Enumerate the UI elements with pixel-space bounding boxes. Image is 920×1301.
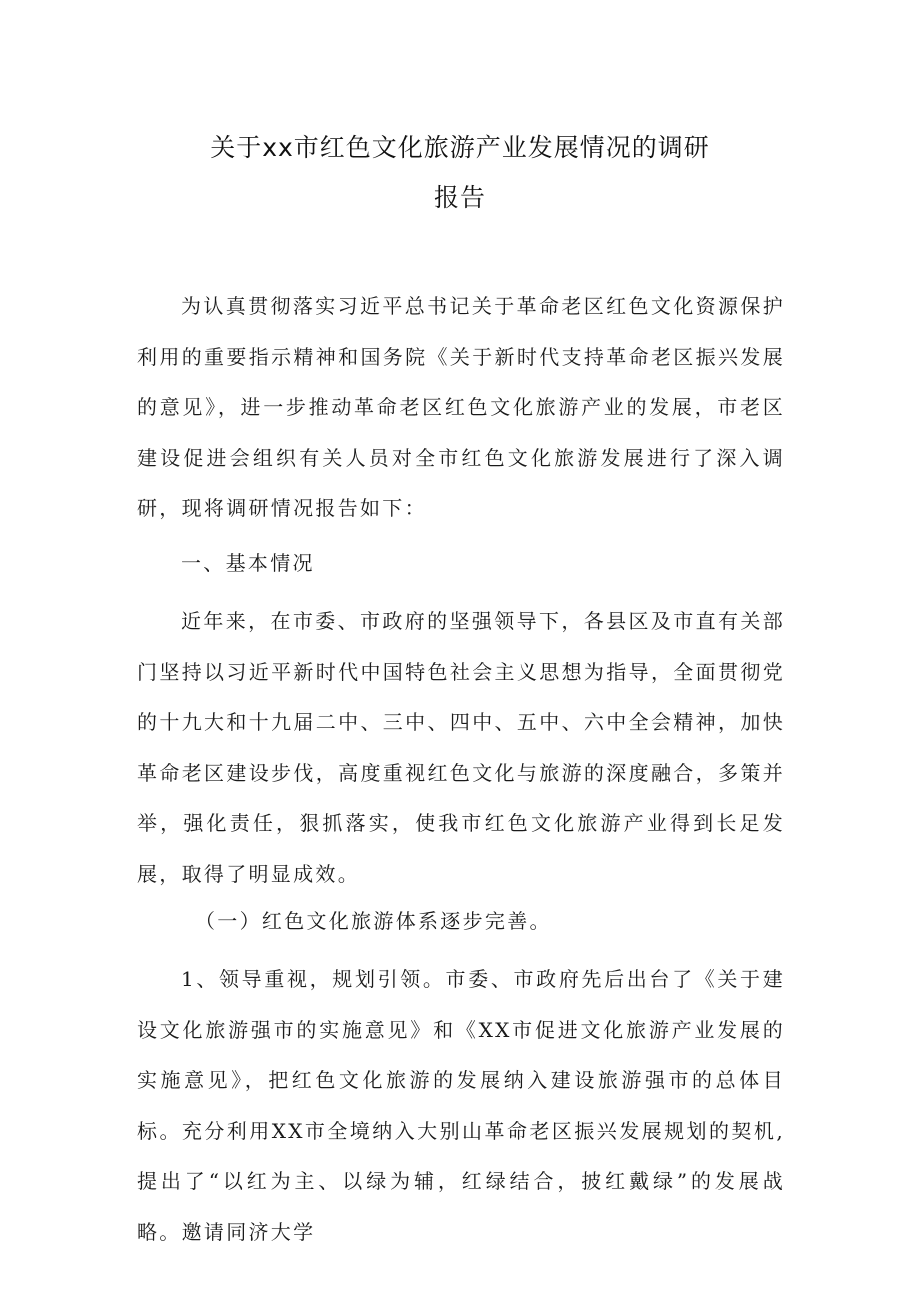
- item-paragraph: 1、领导重视，规划引领。市委、市政府先后出台了《关于建设文化旅游强市的实施意见》和《XX市促进文化旅游产业发展的实施意见》，把红色文化旅游的发展纳入建设旅游强市的总体目标。充分利用XX市全境纳入大别山革命老区振兴发展规划的契机,提出了“以红为主、以绿为辅，红绿结合，披红戴绿”的发展战略。邀请同济大学: [137, 967, 785, 1244]
- section-heading-basic-situation: 一、基本情况: [181, 551, 315, 575]
- document-title-line-1: 关于xx市红色文化旅游产业发展情况的调研: [210, 133, 710, 162]
- document-title-line-2: 报告: [433, 183, 486, 212]
- subsection-heading: （一）红色文化旅游体系逐步完善。: [195, 909, 552, 933]
- intro-paragraph: 为认真贯彻落实习近平总书记关于革命老区红色文化资源保护利用的重要指示精神和国务院《关于新时代支持革命老区振兴发展的意见》，进一步推动革命老区红色文化旅游产业的发展，市老区建设促进会组织有关人员对全市红色文化旅游发展进行了深入调研，现将调研情况报告如下：: [137, 294, 785, 520]
- section-body-paragraph: 近年来，在市委、市政府的坚强领导下，各县区及市直有关部门坚持以习近平新时代中国特色社会主义思想为指导，全面贯彻党的十九大和十九届二中、三中、四中、五中、六中全会精神，加快革命老区建设步伐，高度重视红色文化与旅游的深度融合，多策并举，强化责任，狠抓落实，使我市红色文化旅游产业得到长足发展，取得了明显成效。: [137, 609, 785, 886]
